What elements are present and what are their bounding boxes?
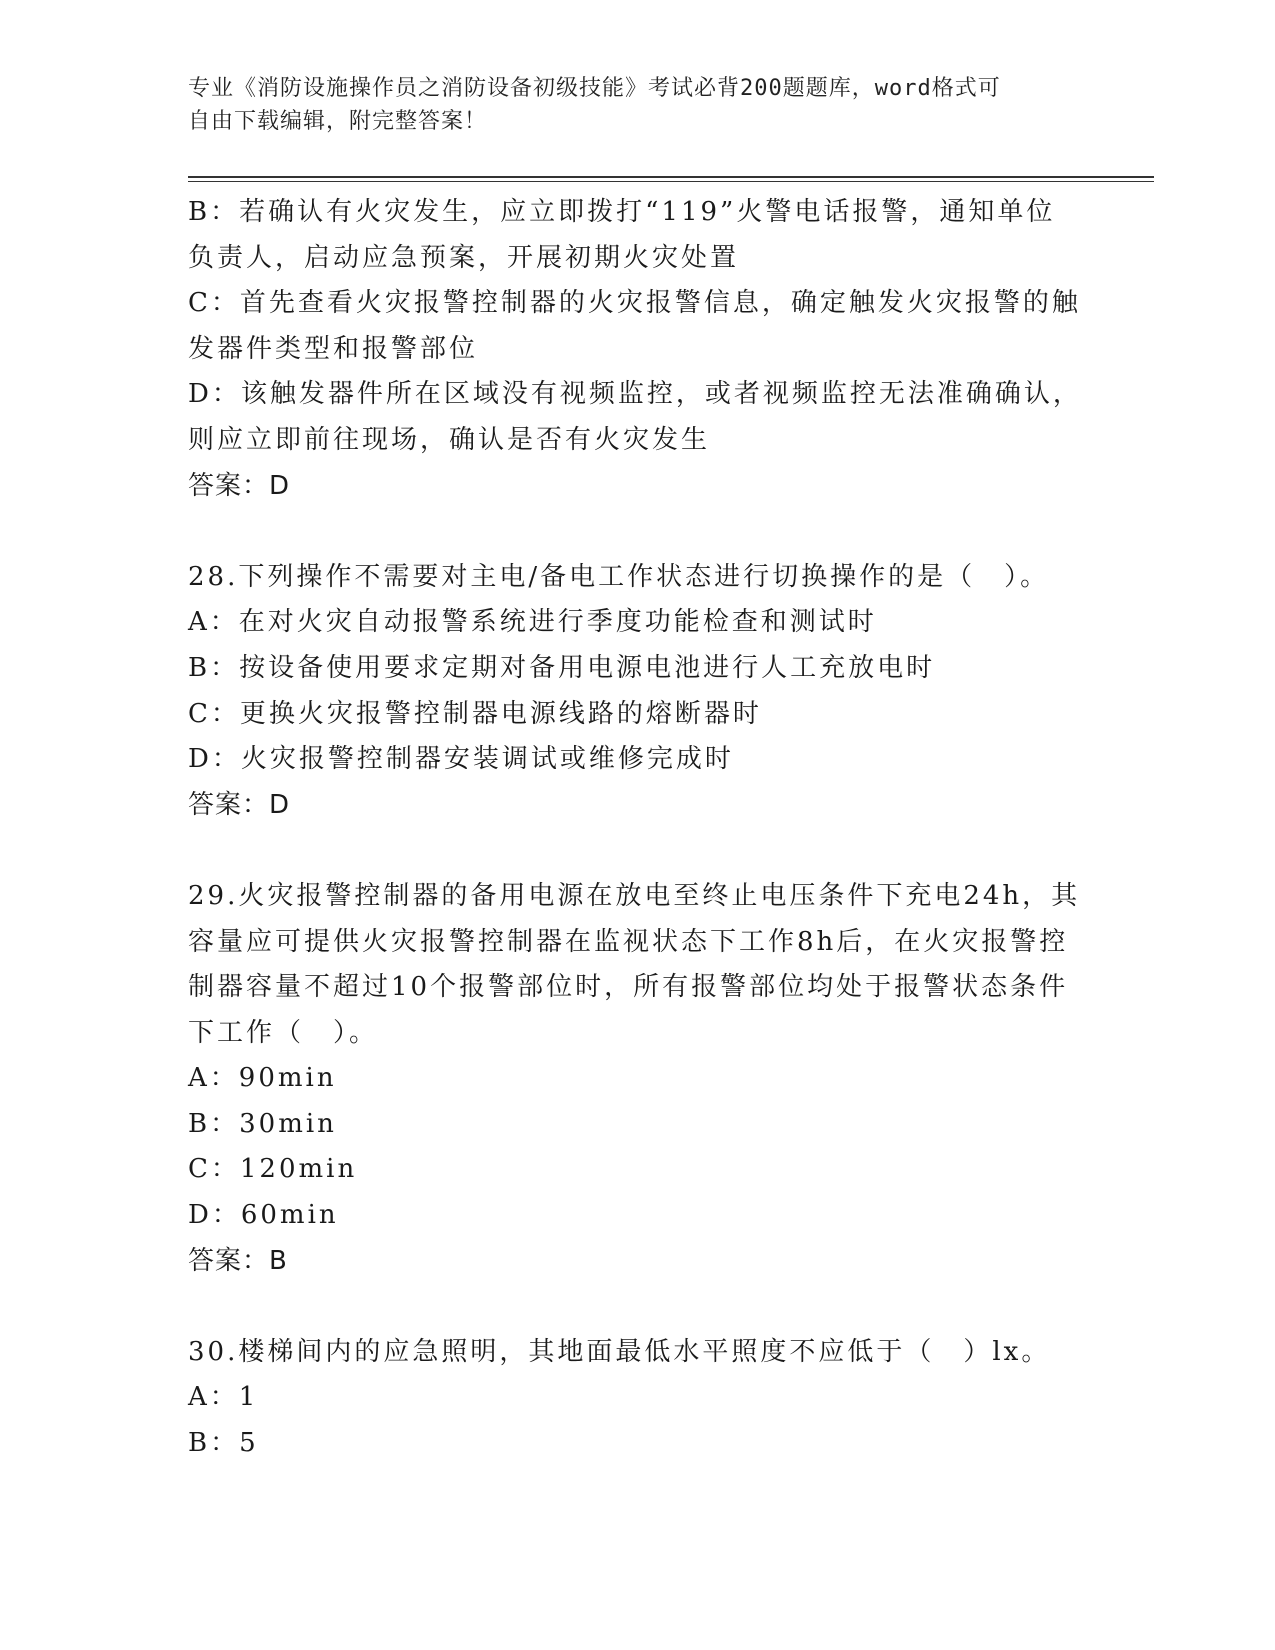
- header-line-2: 自由下载编辑，附完整答案！: [188, 109, 488, 134]
- q27-option-d-line-2: 则应立即前往现场，确认是否有火灾发生: [188, 424, 711, 455]
- q30-option-a: A：1: [188, 1382, 259, 1413]
- question-27-options: [188, 190, 1088, 509]
- q29-question-line-2: 容量应可提供火灾报警控制器在监视状态下工作8h后，在火灾报警控: [188, 926, 1069, 957]
- q27-option-b-line-2: 负责人，启动应急预案，开展初期火灾处置: [188, 242, 740, 273]
- spacer: [188, 828, 1088, 874]
- q30-question-text: 30.楼梯间内的应急照明，其地面最低水平照度不应低于（ ）lx。: [188, 1336, 1051, 1367]
- q28-question-text: 28.下列操作不需要对主电/备电工作状态进行切换操作的是（ ）。: [188, 561, 1050, 592]
- header-rule-thin: [188, 181, 1154, 182]
- question-30: [188, 1330, 1088, 1467]
- question-29: [188, 874, 1088, 1284]
- q29-option-a: A：90min: [188, 1063, 337, 1094]
- q27-option-b-line-1: B：若确认有火灾发生，应立即拨打“119”火警电话报警，通知单位: [188, 197, 1056, 227]
- q27-option-c-line-2: 发器件类型和报警部位: [188, 333, 479, 364]
- q29-question-line-3: 制器容量不超过10个报警部位时，所有报警部位均处于报警状态条件: [188, 972, 1069, 1003]
- q29-option-d: D：60min: [188, 1200, 339, 1231]
- q30-option-b: B：5: [188, 1428, 259, 1459]
- question-content: [188, 190, 1088, 1467]
- q29-question-line-1: 29.火灾报警控制器的备用电源在放电至终止电压条件下充电24h，其: [188, 880, 1081, 911]
- spacer: [188, 509, 1088, 555]
- header-rule-thick: [188, 176, 1154, 178]
- document-header: [188, 72, 1068, 138]
- q28-option-c: C：更换火灾报警控制器电源线路的熔断器时: [188, 698, 762, 729]
- q28-option-a: A：在对火灾自动报警系统进行季度功能检查和测试时: [188, 607, 877, 638]
- q28-option-d: D：火灾报警控制器安装调试或维修完成时: [188, 744, 734, 775]
- q28-option-b: B：按设备使用要求定期对备用电源电池进行人工充放电时: [188, 652, 936, 683]
- q27-option-d-line-1: D：该触发器件所在区域没有视频监控，或者视频监控无法准确确认，: [188, 379, 1082, 410]
- q29-question-line-4: 下工作（ ）。: [188, 1017, 379, 1048]
- header-line-1: 专业《消防设施操作员之消防设备初级技能》考试必背200题题库，word格式可: [188, 76, 1001, 101]
- question-28: [188, 555, 1088, 829]
- q29-answer: 答案：B: [188, 1245, 288, 1276]
- q29-option-b: B：30min: [188, 1108, 337, 1139]
- q27-option-c-line-1: C：首先查看火灾报警控制器的火灾报警信息，确定触发火灾报警的触: [188, 288, 1081, 319]
- q27-answer: 答案：D: [188, 470, 291, 501]
- q29-option-c: C：120min: [188, 1154, 358, 1185]
- q28-answer: 答案：D: [188, 789, 291, 820]
- spacer: [188, 1284, 1088, 1330]
